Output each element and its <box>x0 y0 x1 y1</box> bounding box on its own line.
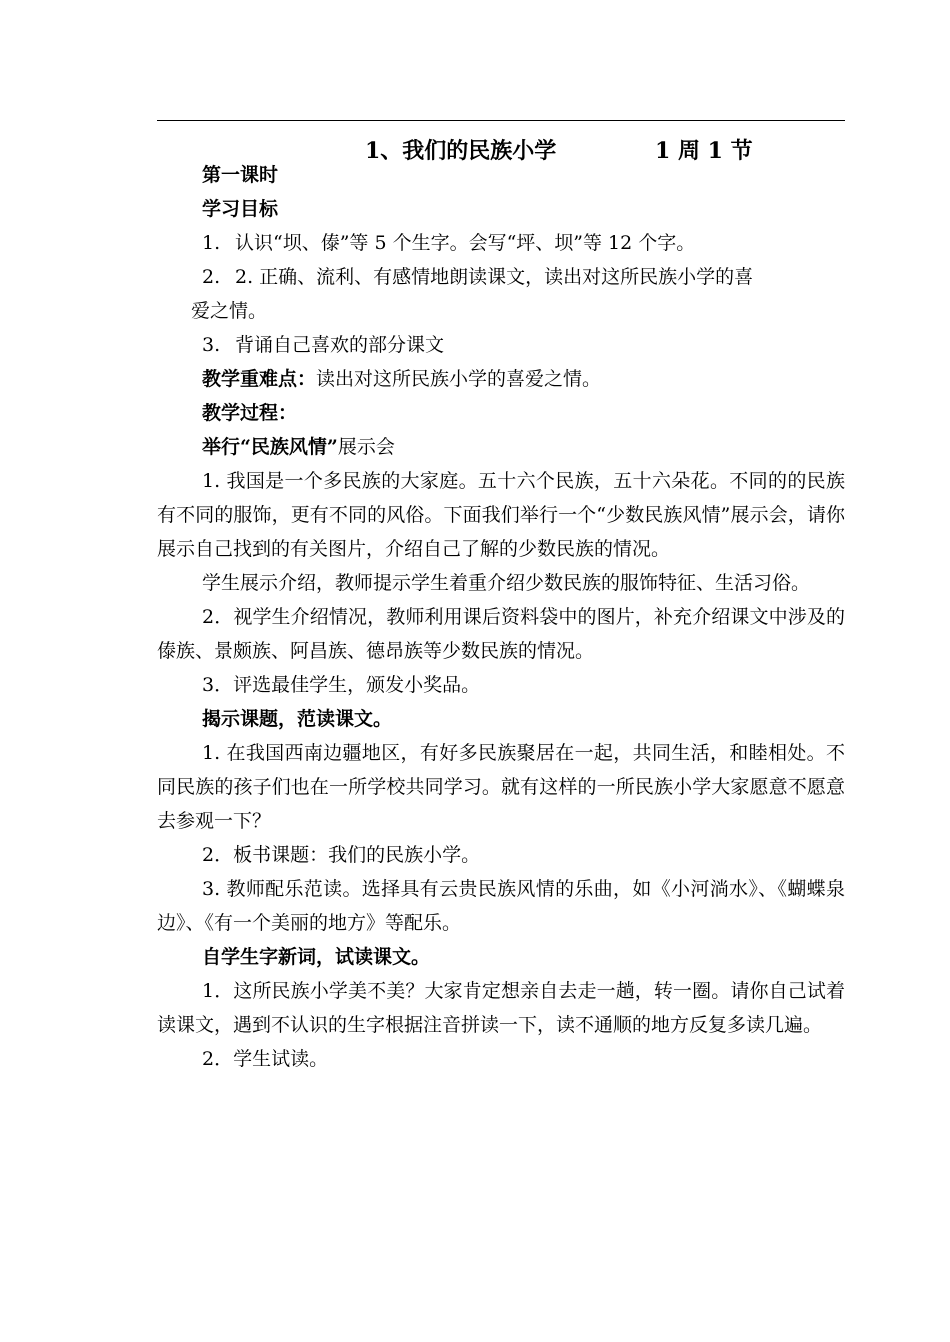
objectives-heading: 学习目标 <box>202 198 279 220</box>
objective-number: 3. <box>202 334 221 356</box>
section-heading <box>157 430 845 464</box>
document-body <box>157 158 845 1076</box>
objective-text: 认识“坝、傣”等 5 个生字。会写“坪、坝”等 12 个字。 <box>235 232 696 254</box>
paragraph: 1. 在我国西南边疆地区，有好多民族聚居在一起，共同生活，和睦相处。不同民族的孩子们也在一所学校共同学习。就有这样的一所民族小学大家愿意不愿意去参观一下？ <box>157 742 845 832</box>
section-heading-normal: 展示会 <box>337 436 395 458</box>
objective-number: 1. <box>202 232 221 254</box>
key-point-label: 教学重难点： <box>202 368 317 390</box>
objective-number: 2. <box>202 266 221 288</box>
key-point-text: 读出对这所民族小学的喜爱之情。 <box>316 368 602 390</box>
lesson-title: 1、我们的民族小学 <box>365 138 557 164</box>
objective-text: 2. 正确、流利、有感情地朗读课文，读出对这所民族小学的喜 <box>235 266 754 288</box>
paragraph: 2．学生试读。 <box>202 1048 329 1070</box>
paragraph: 2．板书课题：我们的民族小学。 <box>202 844 481 866</box>
objective-item <box>157 260 845 328</box>
paragraph: 1. 我国是一个多民族的大家庭。五十六个民族，五十六朵花。不同的的民族有不同的服饰，更有不同的风俗。下面我们举行一个“少数民族风情”展示会，请你展示自己找到的有关图片，介绍自己了解的少数民族的情况。 <box>157 470 845 560</box>
paragraph: 学生展示介绍，教师提示学生着重介绍少数民族的服饰特征、生活习俗。 <box>202 572 811 594</box>
process-heading: 教学过程： <box>202 402 298 424</box>
section-heading: 自学生字新词，试读课文。 <box>202 946 431 968</box>
objective-text: 背诵自己喜欢的部分课文 <box>235 334 445 356</box>
paragraph: 1．这所民族小学美不美？大家肯定想亲自去走一趟，转一圈。请你自己试着读课文，遇到不认识的生字根据注音拼读一下，读不通顺的地方反复多读几遍。 <box>157 980 845 1036</box>
paragraph: 3. 教师配乐范读。选择具有云贵民族风情的乐曲，如《小河淌水》、《蝴蝶泉边》、《有一个美丽的地方》等配乐。 <box>157 878 845 934</box>
objective-item <box>157 226 845 260</box>
objective-text-continued: 爱之情。 <box>191 300 268 322</box>
schedule-label: 1 周 1 节 <box>655 138 753 164</box>
header-rule <box>157 120 845 121</box>
key-point <box>157 362 845 396</box>
section-heading-bold: 举行“民族风情” <box>202 436 338 458</box>
lesson-period-heading: 第一课时 <box>202 164 279 186</box>
paragraph: 2．视学生介绍情况，教师利用课后资料袋中的图片，补充介绍课文中涉及的傣族、景颇族、阿昌族、德昂族等少数民族的情况。 <box>157 606 845 662</box>
section-heading: 揭示课题，范读课文。 <box>202 708 393 730</box>
paragraph: 3．评选最佳学生，颁发小奖品。 <box>202 674 481 696</box>
objective-item <box>157 328 845 362</box>
